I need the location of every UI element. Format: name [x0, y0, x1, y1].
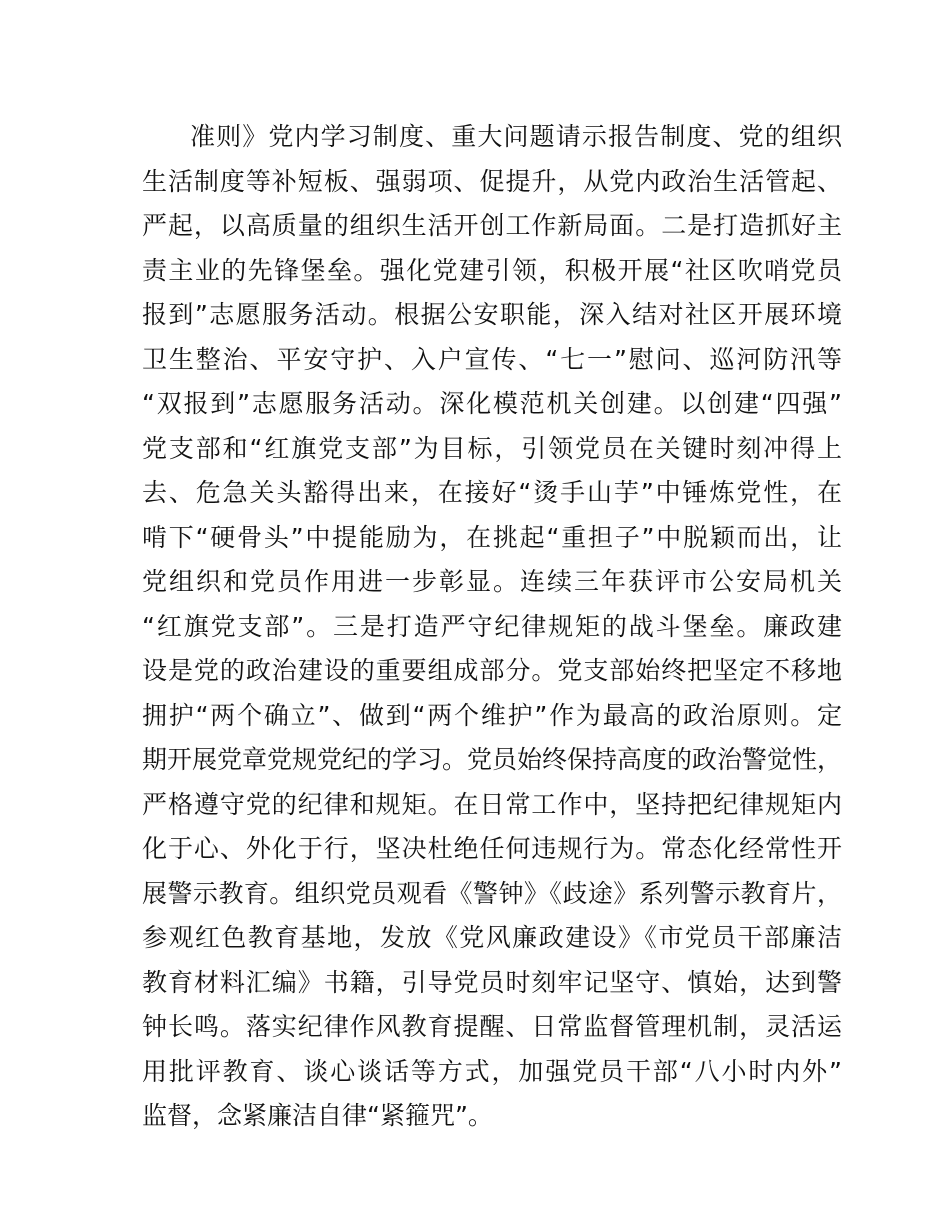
body-paragraph — [142, 115, 842, 1139]
paragraph-line: “双报到”志愿服务活动。深化模范机关创建。以创建“四强” — [142, 389, 842, 418]
paragraph-line: 生活制度等补短板、强弱项、促提升，从党内政治生活管起、 — [142, 166, 842, 196]
paragraph-line: 党组织和党员作用进一步彰显。连续三年获评市公安局机关 — [142, 567, 842, 596]
paragraph-line: 期开展党章党规党纪的学习。党员始终保持高度的政治警觉性， — [142, 745, 843, 774]
paragraph-line: “红旗党支部”。三是打造严守纪律规矩的战斗堡垒。廉政建 — [142, 611, 842, 641]
paragraph-line: 卫生整治、平安守护、入户宣传、“七一”慰问、巡河防汛等 — [142, 344, 842, 374]
paragraph-line: 钟长鸣。落实纪律作风教育提醒、日常监督管理机制，灵活运 — [142, 1012, 842, 1041]
paragraph-line: 监督，念紧廉洁自律“紧箍咒”。 — [142, 1101, 493, 1130]
paragraph-line: 拥护“两个确立”、做到“两个维护”作为最高的政治原则。定 — [142, 700, 842, 730]
paragraph-line: 用批评教育、谈心谈话等方式，加强党员干部“八小时内外” — [142, 1056, 842, 1086]
paragraph-line: 严起，以高质量的组织生活开创工作新局面。二是打造抓好主 — [142, 211, 842, 240]
paragraph-line: 啃下“硬骨头”中提能励为，在挑起“重担子”中脱颖而出，让 — [142, 522, 842, 552]
paragraph-line: 准则》党内学习制度、重大问题请示报告制度、党的组织 — [190, 122, 842, 151]
paragraph-line: 严格遵守党的纪律和规矩。在日常工作中，坚持把纪律规矩内 — [142, 789, 842, 819]
paragraph-line: 责主业的先锋堡垒。强化党建引领，积极开展“社区吹哨党员 — [142, 255, 842, 285]
paragraph-line: 设是党的政治建设的重要组成部分。党支部始终把坚定不移地 — [142, 656, 842, 685]
paragraph-line: 去、危急关头豁得出来，在接好“烫手山芋”中锤炼党性，在 — [142, 478, 842, 507]
paragraph-line: 化于心、外化于行，坚决杜绝任何违规行为。常态化经常性开 — [142, 834, 842, 863]
paragraph-line: 展警示教育。组织党员观看《警钟》《歧途》系列警示教育片， — [142, 878, 842, 908]
paragraph-line: 参观红色教育基地，发放《党风廉政建设》《市党员干部廉洁 — [142, 923, 842, 952]
paragraph-line: 教育材料汇编》书籍，引导党员时刻牢记坚守、慎始，达到警 — [142, 967, 842, 997]
paragraph-line: 党支部和“红旗党支部”为目标，引领党员在关键时刻冲得上 — [142, 433, 842, 463]
paragraph-line: 报到”志愿服务活动。根据公安职能，深入结对社区开展环境 — [142, 300, 842, 329]
